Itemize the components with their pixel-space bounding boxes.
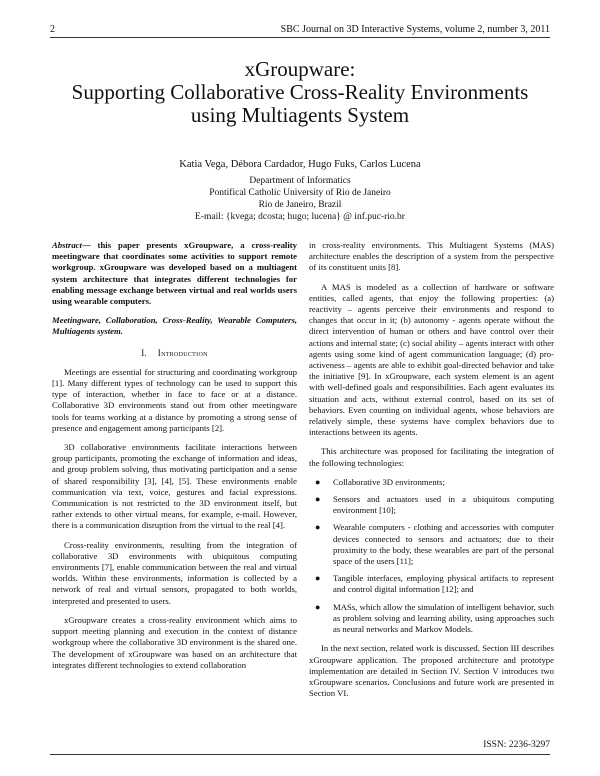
affiliation-block (0, 175, 600, 223)
bullet-icon: ● (315, 573, 321, 584)
footer-rule (50, 754, 550, 755)
abstract-label: Abstract (52, 240, 82, 250)
body-paragraph: 3D collaborative environments facilitate interactions between group participants, promoting the exchange of information and ideas, and group problem solving, thus motivating participation and a sense of shared responsibility [3], [4], [5]. These environments enable communication via text, voice, gestures and facial expressions. Communication is not restricted to the 3D environment itself, but rather extends to other virtual means, for example, e-mail. However, there is a communication disruption from the virtual to the real [4]. (52, 442, 297, 531)
list-item: ● Sensors and actuators used in a ubiquitous computing environment [10]; (315, 494, 554, 516)
list-item: ● Wearable computers - clothing and accessories with computer devices connected to sensors and actuators; due to their proximity to the body, these wearables are part of the personal space of the users [11]; (315, 522, 554, 567)
header-rule (50, 37, 550, 38)
body-paragraph: Meetings are essential for structuring and coordinating workgroup [1]. Many different types of technology can be used to support this type of interaction, whether in face to face or at a distance. Collaborative 3D environments stand out from other meetingware tools for teams working at a distance by promoting a strong sense of presence and engagement among participants [2]. (52, 366, 297, 433)
bullet-icon: ● (315, 494, 321, 505)
title-line: using Multiagents System (190, 103, 410, 127)
bullet-icon: ● (315, 601, 321, 612)
list-item: ● MASs, which allow the simulation of intelligent behavior, such as problem solving and learning ability, using approaches such as neural networks and Markov Models. (315, 601, 554, 635)
bullet-icon: ● (315, 476, 321, 487)
affiliation-university: Pontifical Catholic University of Rio de Janeiro (209, 188, 391, 198)
affiliation-location: Rio de Janeiro, Brazil (258, 200, 342, 210)
section-number: I. (141, 347, 147, 358)
body-paragraph: xGroupware creates a cross-reality environment which aims to support meeting planning and execution in the context of distance workgroup where the collaborative 3D environment is the shared one. The development of xGroupware was based on an architecture that integrates different technologies to extend collaboration (52, 614, 297, 670)
body-paragraph: in cross-reality environments. This Multiagent Systems (MAS) architecture enables the description of a system from the perspective of its constituent units [8]. (309, 240, 554, 273)
body-paragraph: Cross-reality environments, resulting from the integration of collaborative 3D environments with ubiquitous computing environments [7], enable communication between the real and virtual worlds. Within these environments, information is collected by a network of real and virtual sensors, propagated to both worlds, interpreted and presented to users. (52, 539, 297, 606)
section-title: Introduction (157, 347, 208, 358)
body-paragraph: A MAS is modeled as a collection of hardware or software entities, called agents, that enjoy the following properties: (a) reactivity – agents perceive their environments and respond to changes that occur in it; (b) autonomy - agents operate without the direct intervention of human or others and have control over their actions and internal state; (c) social ability – agents interact with other agents using some kind of agent communication language; (d) pro-activeness – agents are able to exhibit goal-directed behavior and take the initiative [9]. In xGroupware, each system element is an agent with well-defined goals and responsibilities. Each agent evaluates its situation and acts, without external control, based on its set of behaviors. Even counting on individual agents, whose behaviors are relatively simple, these systems have complex behaviors due to interactions between its agents. (309, 281, 554, 438)
affiliation-email: E-mail: {kvega; dcosta; hugo; lucena} @ inf.puc-rio.br (195, 212, 405, 222)
abstract-text: — this paper presents xGroupware, a cross-reality meetingware that coordinates some activities to support remote workgroup. xGroupware was developed based on a multiagent system architecture that integrates different technologies for enabling message exchange between virtual and real worlds users using wearable computers. (52, 240, 297, 307)
abstract (52, 240, 297, 307)
page-number: 2 (50, 24, 55, 35)
bullet-icon: ● (315, 522, 321, 533)
journal-running-head: SBC Journal on 3D Interactive Systems, volume 2, number 3, 2011 (280, 24, 550, 35)
title-line: Supporting Collaborative Cross-Reality Environments (71, 80, 529, 104)
list-item: ● Tangible interfaces, employing physical artifacts to represent and control digital information [12]; and (315, 573, 554, 595)
paper-title (0, 58, 600, 127)
body-paragraph: In the next section, related work is discussed. Section III describes xGroupware application. The proposed architecture and prototype implementation are detailed in Section IV. Section V introduces two xGroupware scenarios. Conclusions and future work are presented in Section VI. (309, 643, 554, 699)
section-heading (52, 348, 297, 359)
left-column (52, 240, 297, 679)
affiliation-department: Department of Informatics (249, 176, 351, 186)
title-line: xGroupware: (244, 57, 356, 81)
keywords: Meetingware, Collaboration, Cross-Reality, Wearable Computers, Multiagents system. (52, 315, 297, 337)
body-paragraph: This architecture was proposed for facilitating the integration of the following technologies: (309, 446, 554, 468)
list-item: ● Collaborative 3D environments; (315, 476, 445, 487)
right-column (309, 240, 554, 707)
author-list: Katia Vega, Débora Cardador, Hugo Fuks, Carlos Lucena (179, 159, 421, 170)
technology-list (309, 477, 554, 635)
issn-footer: ISSN: 2236-3297 (483, 740, 550, 750)
